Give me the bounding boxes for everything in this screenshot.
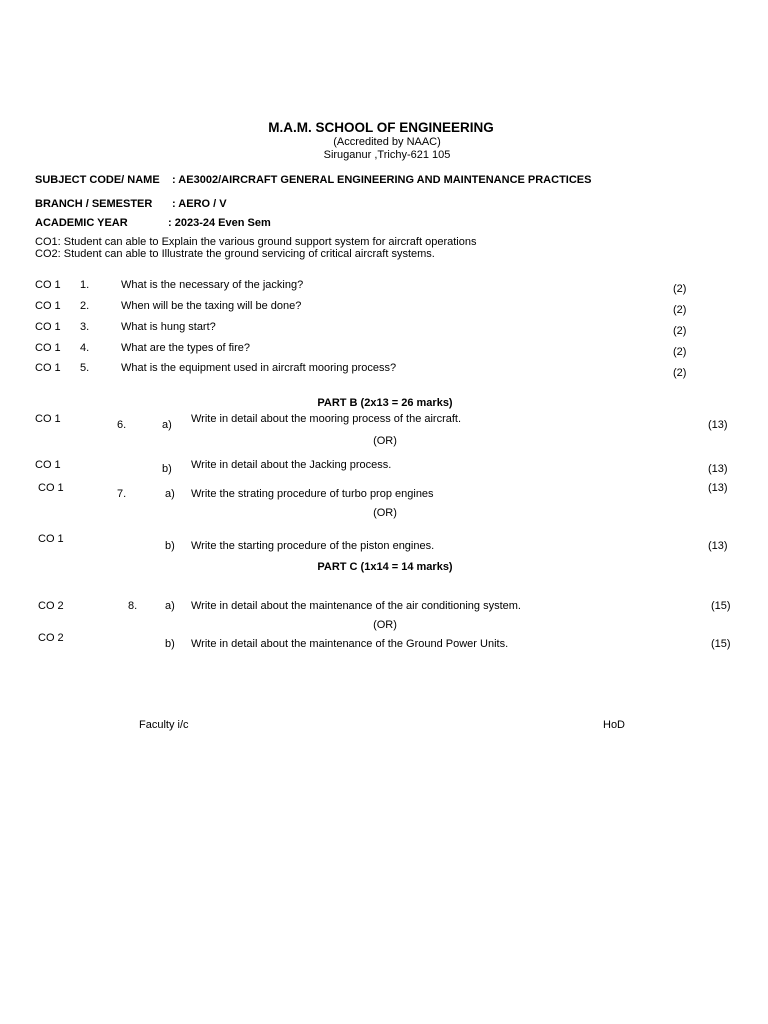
question-text: Write the starting procedure of the piston engines. — [191, 540, 435, 552]
option-label: a) — [165, 488, 175, 500]
part-c-heading: PART C (1x14 = 14 marks) — [317, 561, 453, 573]
co-tag: CO 1 — [35, 321, 61, 333]
co-tag: CO 2 — [38, 600, 64, 612]
hod-signature-label: HoD — [603, 719, 626, 731]
question-text: What is hung start? — [121, 321, 216, 333]
question-text: Write in detail about the mooring process of the aircraft. — [191, 413, 462, 425]
question-number: 2. — [80, 300, 90, 312]
co-tag: CO 1 — [35, 413, 61, 425]
marks: (13) — [708, 540, 728, 552]
question-number: 6. — [117, 419, 127, 431]
academic-year-label: ACADEMIC YEAR — [35, 217, 128, 229]
question-number: 3. — [80, 321, 90, 333]
marks: (13) — [708, 419, 728, 431]
marks: (2) — [673, 346, 687, 358]
co-tag: CO 1 — [35, 300, 61, 312]
question-number: 7. — [117, 488, 127, 500]
co-tag: CO 1 — [35, 459, 61, 471]
subject-label: SUBJECT CODE/ NAME — [35, 174, 160, 186]
co-tag: CO 1 — [35, 279, 61, 291]
co-tag: CO 1 — [35, 362, 61, 374]
marks: (2) — [673, 304, 687, 316]
option-label: a) — [162, 419, 172, 431]
accreditation: (Accredited by NAAC) — [333, 136, 441, 148]
or-separator: (OR) — [373, 619, 397, 631]
marks: (15) — [711, 638, 731, 650]
option-label: b) — [165, 638, 175, 650]
marks: (13) — [708, 463, 728, 475]
marks: (2) — [673, 283, 687, 295]
question-number: 8. — [128, 600, 138, 612]
question-text: Write in detail about the Jacking process. — [191, 459, 392, 471]
co-tag: CO 1 — [35, 342, 61, 354]
question-text: What are the types of fire? — [121, 342, 251, 354]
marks: (2) — [673, 325, 687, 337]
marks: (13) — [708, 482, 728, 494]
option-label: a) — [165, 600, 175, 612]
option-label: b) — [165, 540, 175, 552]
question-text: Write the strating procedure of turbo prop engines — [191, 488, 434, 500]
marks: (15) — [711, 600, 731, 612]
faculty-signature-label: Faculty i/c — [139, 719, 189, 731]
question-text: Write in detail about the maintenance of the air conditioning system. — [191, 600, 521, 612]
question-number: 1. — [80, 279, 90, 291]
question-text: What is the necessary of the jacking? — [121, 279, 304, 291]
course-outcome-1: CO1: Student can able to Explain the various ground support system for aircraft operations — [35, 236, 477, 248]
address: Siruganur ,Trichy-621 105 — [323, 149, 451, 161]
option-label: b) — [162, 463, 172, 475]
branch-value: : AERO / V — [172, 198, 227, 210]
subject-value: : AE3002/AIRCRAFT GENERAL ENGINEERING AND MAINTENANCE PRACTICES — [172, 174, 592, 186]
co-tag: CO 1 — [38, 533, 64, 545]
course-outcome-2: CO2: Student can able to Illustrate the ground servicing of critical aircraft systems. — [35, 248, 435, 260]
question-number: 4. — [80, 342, 90, 354]
co-tag: CO 2 — [38, 632, 64, 644]
question-text: When will be the taxing will be done? — [121, 300, 302, 312]
academic-year-value: : 2023-24 Even Sem — [168, 217, 271, 229]
institution-name: M.A.M. SCHOOL OF ENGINEERING — [268, 120, 494, 135]
co-tag: CO 1 — [38, 482, 64, 494]
question-text: What is the equipment used in aircraft mooring process? — [121, 362, 397, 374]
part-b-heading: PART B (2x13 = 26 marks) — [317, 397, 453, 409]
question-text: Write in detail about the maintenance of the Ground Power Units. — [191, 638, 509, 650]
branch-label: BRANCH / SEMESTER — [35, 198, 153, 210]
or-separator: (OR) — [373, 507, 397, 519]
question-number: 5. — [80, 362, 90, 374]
or-separator: (OR) — [373, 435, 397, 447]
marks: (2) — [673, 367, 687, 379]
